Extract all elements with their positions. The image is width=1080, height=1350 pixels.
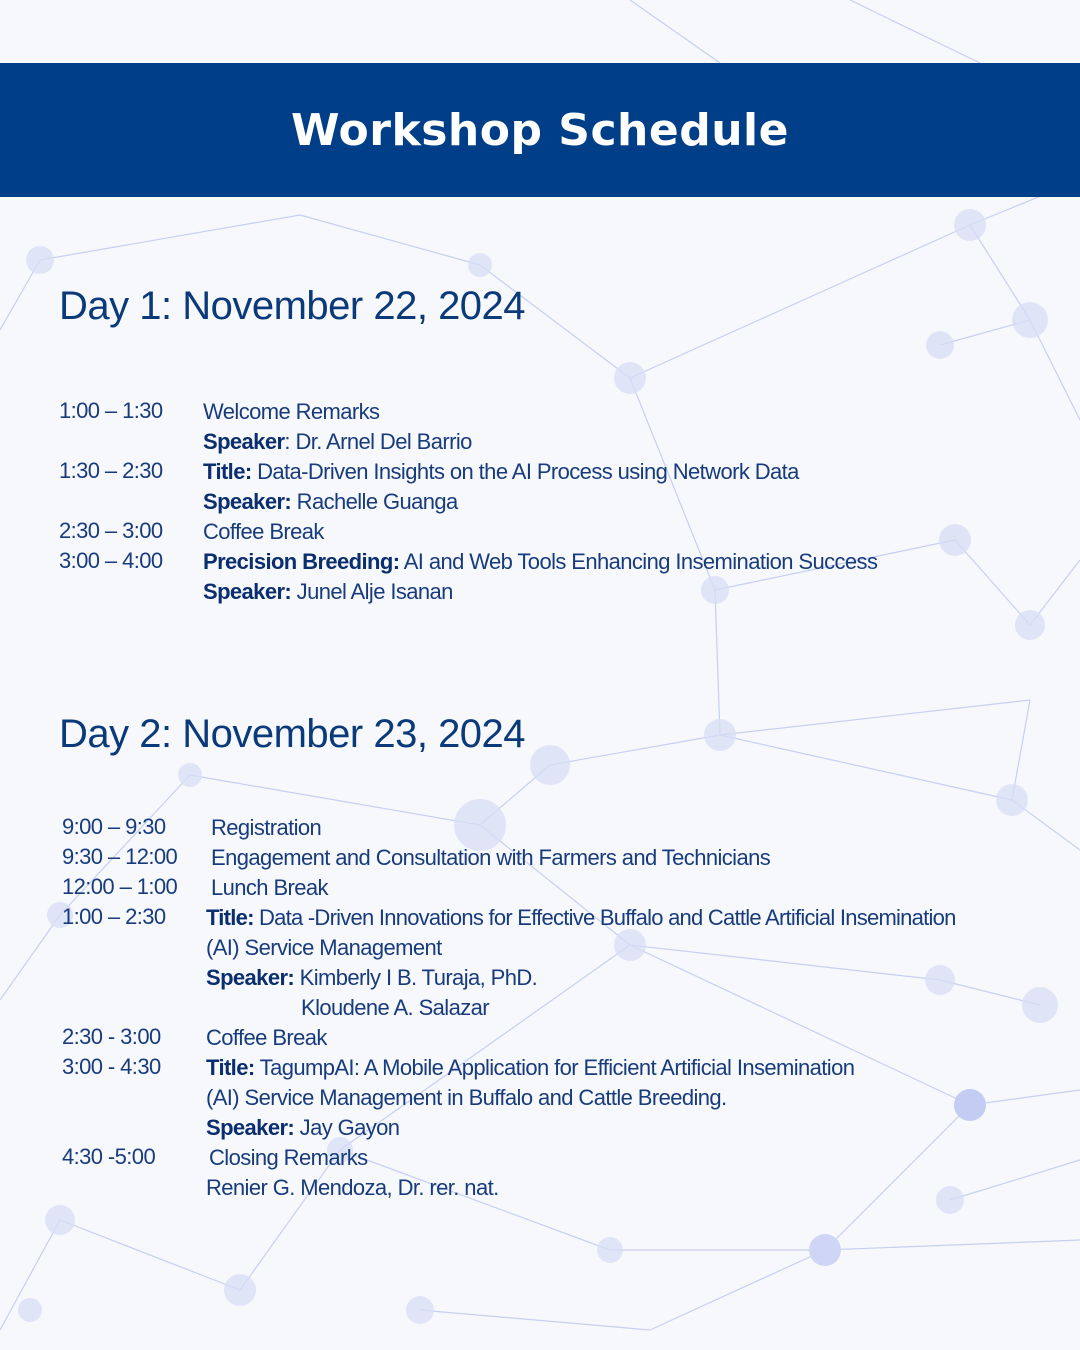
schedule-time: 2:30 - 3:00 xyxy=(62,1024,161,1049)
speaker-line: Speaker: Jay Gayon xyxy=(206,1115,400,1140)
schedule-time: 1:00 – 1:30 xyxy=(59,398,163,423)
day2-title: Day 2: November 23, 2024 xyxy=(59,712,526,756)
speaker-line: Speaker: Dr. Arnel Del Barrio xyxy=(203,429,472,454)
schedule-item: Title: Data-Driven Insights on the AI Process using Network Data xyxy=(203,459,799,484)
speaker-line: Kloudene A. Salazar xyxy=(301,995,489,1020)
speaker-line: Speaker: Rachelle Guanga xyxy=(203,489,458,514)
schedule-time: 1:00 – 2:30 xyxy=(62,904,166,929)
page-title: Workshop Schedule xyxy=(291,104,789,156)
schedule-item: Engagement and Consultation with Farmers and Technicians xyxy=(211,845,771,870)
schedule-item: Welcome Remarks xyxy=(203,399,380,424)
schedule-item: Registration xyxy=(211,815,322,840)
schedule-item-continued: (AI) Service Management in Buffalo and Cattle Breeding. xyxy=(206,1085,727,1110)
schedule-time: 12:00 – 1:00 xyxy=(62,874,178,899)
schedule-item: Precision Breeding: AI and Web Tools Enhancing Insemination Success xyxy=(203,549,878,574)
header-banner xyxy=(0,63,1080,197)
schedule-time: 3:00 – 4:00 xyxy=(59,548,163,573)
schedule-item: Coffee Break xyxy=(206,1025,327,1050)
schedule-time: 3:00 - 4:30 xyxy=(62,1054,161,1079)
schedule-item: Title: Data -Driven Innovations for Effective Buffalo and Cattle Artificial Insemination xyxy=(206,905,956,930)
schedule-time: 2:30 – 3:00 xyxy=(59,518,163,543)
schedule-time: 9:30 – 12:00 xyxy=(62,844,178,869)
day1-title: Day 1: November 22, 2024 xyxy=(59,284,526,328)
schedule-item: Title: TagumpAI: A Mobile Application for Efficient Artificial Insemination xyxy=(206,1055,855,1080)
schedule-time: 4:30 -5:00 xyxy=(62,1144,156,1169)
schedule-time: 1:30 – 2:30 xyxy=(59,458,163,483)
speaker-line: Renier G. Mendoza, Dr. rer. nat. xyxy=(206,1175,499,1200)
schedule-time: 9:00 – 9:30 xyxy=(62,814,166,839)
speaker-line: Speaker: Junel Alje Isanan xyxy=(203,579,453,604)
schedule-item: Lunch Break xyxy=(211,875,328,900)
schedule-item: Closing Remarks xyxy=(209,1145,368,1170)
speaker-line: Speaker: Kimberly I B. Turaja, PhD. xyxy=(206,965,538,990)
schedule-item: Coffee Break xyxy=(203,519,324,544)
schedule-item-continued: (AI) Service Management xyxy=(206,935,442,960)
